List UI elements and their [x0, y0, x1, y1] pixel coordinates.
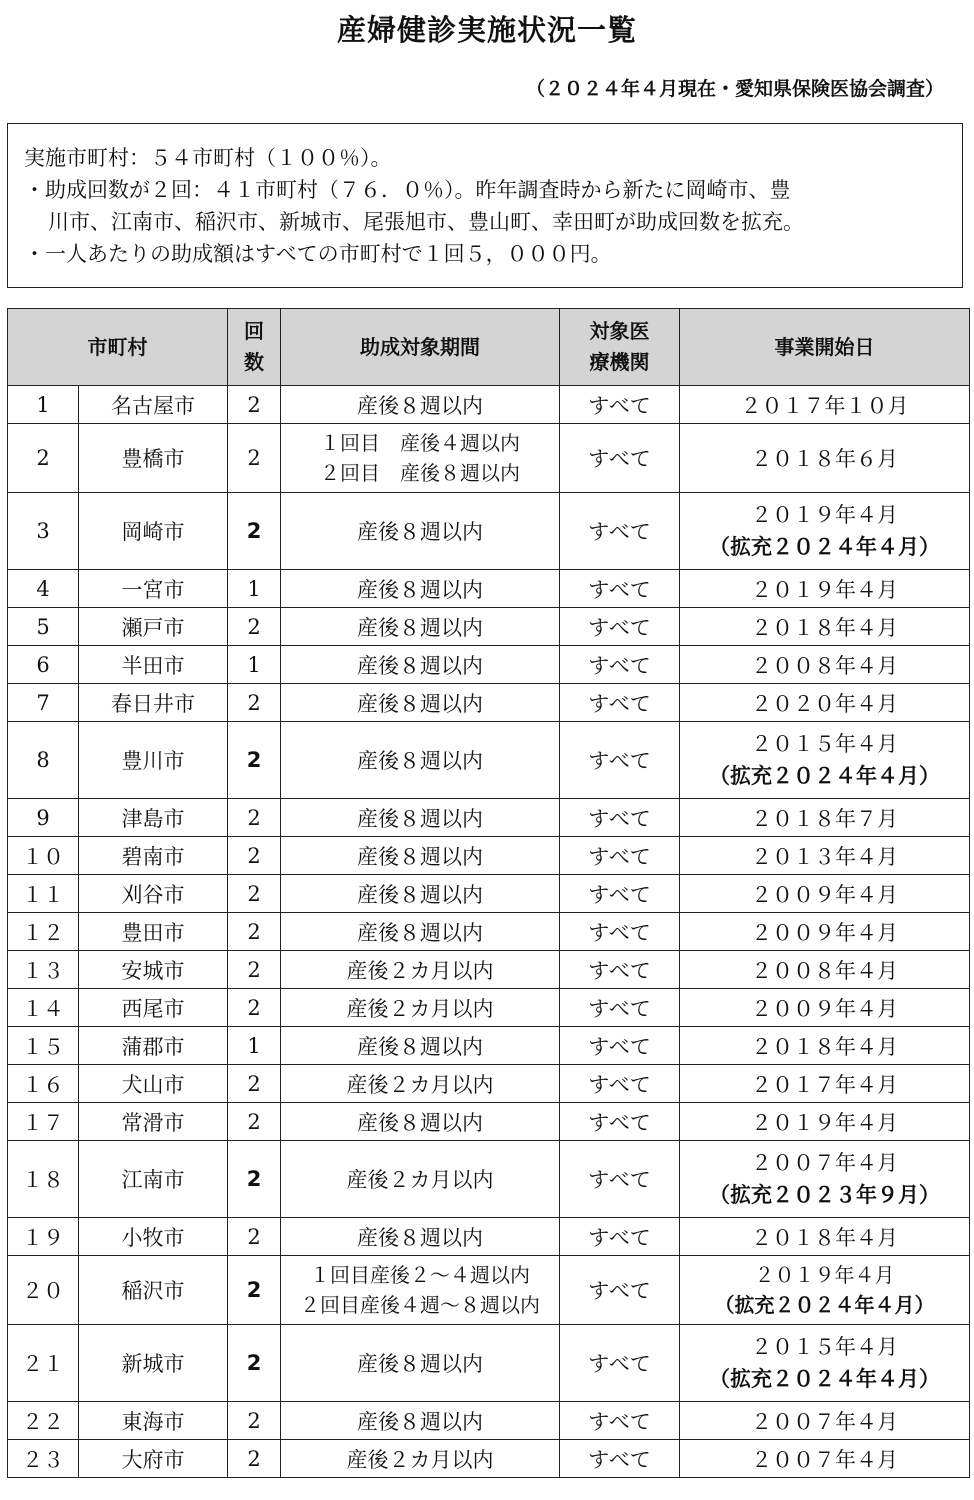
- target-institution: すべて: [560, 1141, 680, 1218]
- target-institution: すべて: [560, 951, 680, 989]
- target-institution: すべて: [560, 386, 680, 424]
- subsidy-count: 2: [228, 386, 281, 424]
- start-date: ２００９年４月: [680, 913, 970, 951]
- subsidy-period: 産後８週以内: [281, 608, 560, 646]
- subsidy-period: 産後８週以内: [281, 1103, 560, 1141]
- target-institution: すべて: [560, 1103, 680, 1141]
- subsidy-period: 産後２カ月以内: [281, 951, 560, 989]
- status-table: [7, 308, 970, 1478]
- subsidy-count: 2: [228, 1325, 281, 1402]
- start-date: ２０１９年４月: [680, 1103, 970, 1141]
- subsidy-period: 産後８週以内: [281, 493, 560, 570]
- summary-line: 川市、江南市、稲沢市、新城市、尾張旭市、豊山町、幸田町が助成回数を拡充。: [48, 210, 804, 234]
- page-subtitle: （２０２４年４月現在・愛知県保険医協会調査）: [525, 78, 944, 100]
- municipality-name: 安城市: [79, 951, 228, 989]
- expansion-date: （拡充２０２４年４月）: [709, 764, 940, 788]
- subsidy-count: 1: [228, 1027, 281, 1065]
- row-number: 1: [8, 386, 79, 424]
- start-date: ２００７年４月: [680, 1440, 970, 1478]
- subsidy-period: [281, 424, 560, 493]
- target-institution: すべて: [560, 646, 680, 684]
- table-row: [8, 1256, 970, 1325]
- target-institution: すべて: [560, 570, 680, 608]
- table-header-row: [8, 309, 970, 386]
- header-count: [228, 309, 281, 386]
- municipality-name: 名古屋市: [79, 386, 228, 424]
- municipality-name: 大府市: [79, 1440, 228, 1478]
- target-institution: すべて: [560, 1256, 680, 1325]
- start-date: ２０１３年４月: [680, 837, 970, 875]
- table-row: [8, 1218, 970, 1256]
- row-number: １８: [8, 1141, 79, 1218]
- header-start-date: 事業開始日: [680, 309, 970, 386]
- start-date: ２００８年４月: [680, 646, 970, 684]
- subsidy-period: 産後８週以内: [281, 1325, 560, 1402]
- municipality-name: 蒲郡市: [79, 1027, 228, 1065]
- subsidy-count: 2: [228, 1256, 281, 1325]
- subsidy-count: 2: [228, 1402, 281, 1440]
- expansion-date: （拡充２０２４年４月）: [709, 535, 940, 559]
- subsidy-period: 産後８週以内: [281, 1027, 560, 1065]
- row-number: 2: [8, 424, 79, 493]
- target-institution: すべて: [560, 684, 680, 722]
- subsidy-count: 2: [228, 1065, 281, 1103]
- target-institution: すべて: [560, 837, 680, 875]
- table-row: [8, 1141, 970, 1218]
- subsidy-period: 産後８週以内: [281, 837, 560, 875]
- expansion-date: （拡充２０２３年９月）: [709, 1183, 940, 1207]
- subsidy-count: 2: [228, 424, 281, 493]
- subsidy-count: 2: [228, 1141, 281, 1218]
- start-date-line: ２００７年４月: [751, 1151, 898, 1175]
- start-date: [680, 1256, 970, 1325]
- period-line: １回目産後２～４週以内: [310, 1263, 530, 1287]
- municipality-name: 一宮市: [79, 570, 228, 608]
- municipality-name: 豊橋市: [79, 424, 228, 493]
- start-date-line: ２０１５年４月: [751, 1335, 898, 1359]
- target-institution: すべて: [560, 1402, 680, 1440]
- table-row: [8, 875, 970, 913]
- subsidy-period: 産後２カ月以内: [281, 1141, 560, 1218]
- target-institution: すべて: [560, 989, 680, 1027]
- subsidy-period: 産後８週以内: [281, 875, 560, 913]
- target-institution: すべて: [560, 1218, 680, 1256]
- row-number: １４: [8, 989, 79, 1027]
- municipality-name: 半田市: [79, 646, 228, 684]
- subsidy-count: 2: [228, 837, 281, 875]
- subsidy-count: 2: [228, 875, 281, 913]
- municipality-name: 新城市: [79, 1325, 228, 1402]
- start-date: ２００８年４月: [680, 951, 970, 989]
- subsidy-count: 1: [228, 570, 281, 608]
- table-row: [8, 386, 970, 424]
- table-row: [8, 1325, 970, 1402]
- target-institution: すべて: [560, 799, 680, 837]
- subsidy-period: 産後８週以内: [281, 570, 560, 608]
- start-date: ２０１８年６月: [680, 424, 970, 493]
- municipality-name: 岡崎市: [79, 493, 228, 570]
- target-institution: すべて: [560, 722, 680, 799]
- row-number: １２: [8, 913, 79, 951]
- target-institution: すべて: [560, 1440, 680, 1478]
- target-institution: すべて: [560, 913, 680, 951]
- header-institution-line: 対象医: [589, 319, 650, 343]
- row-number: １９: [8, 1218, 79, 1256]
- municipality-name: 犬山市: [79, 1065, 228, 1103]
- start-date: [680, 493, 970, 570]
- municipality-name: 豊川市: [79, 722, 228, 799]
- start-date: ２０１７年４月: [680, 1065, 970, 1103]
- start-date: [680, 1141, 970, 1218]
- municipality-name: 江南市: [79, 1141, 228, 1218]
- summary-line: ・一人あたりの助成額はすべての市町村で１回５，０００円。: [24, 242, 612, 266]
- row-number: １５: [8, 1027, 79, 1065]
- start-date: [680, 722, 970, 799]
- start-date: ２０１８年７月: [680, 799, 970, 837]
- start-date-line: ２０１９年４月: [754, 1263, 895, 1287]
- table-row: [8, 493, 970, 570]
- subsidy-count: 2: [228, 1103, 281, 1141]
- target-institution: すべて: [560, 1325, 680, 1402]
- start-date: ２０１８年４月: [680, 1218, 970, 1256]
- subsidy-period: 産後８週以内: [281, 913, 560, 951]
- subsidy-count: 2: [228, 951, 281, 989]
- row-number: １７: [8, 1103, 79, 1141]
- period-line: １回目 産後４週以内: [320, 431, 520, 455]
- target-institution: すべて: [560, 493, 680, 570]
- subsidy-count: 2: [228, 799, 281, 837]
- municipality-name: 春日井市: [79, 684, 228, 722]
- municipality-name: 津島市: [79, 799, 228, 837]
- target-institution: すべて: [560, 424, 680, 493]
- start-date: ２０１８年４月: [680, 1027, 970, 1065]
- municipality-name: 稲沢市: [79, 1256, 228, 1325]
- table-row: [8, 799, 970, 837]
- target-institution: すべて: [560, 608, 680, 646]
- table-row: [8, 646, 970, 684]
- target-institution: すべて: [560, 1065, 680, 1103]
- subsidy-count: 2: [228, 913, 281, 951]
- subsidy-period: 産後８週以内: [281, 1218, 560, 1256]
- table-row: [8, 608, 970, 646]
- target-institution: すべて: [560, 875, 680, 913]
- subsidy-period: 産後８週以内: [281, 386, 560, 424]
- target-institution: すべて: [560, 1027, 680, 1065]
- municipality-name: 刈谷市: [79, 875, 228, 913]
- row-number: ２３: [8, 1440, 79, 1478]
- row-number: 5: [8, 608, 79, 646]
- row-number: 6: [8, 646, 79, 684]
- row-number: １０: [8, 837, 79, 875]
- start-date: ２００７年４月: [680, 1402, 970, 1440]
- table-row: [8, 722, 970, 799]
- subsidy-period: 産後２カ月以内: [281, 989, 560, 1027]
- row-number: 3: [8, 493, 79, 570]
- subsidy-count: 2: [228, 722, 281, 799]
- subsidy-period: 産後２カ月以内: [281, 1440, 560, 1478]
- period-line: ２回目産後４週～８週以内: [300, 1293, 540, 1317]
- subsidy-count: 2: [228, 989, 281, 1027]
- row-number: ２０: [8, 1256, 79, 1325]
- start-date-line: ２０１９年４月: [751, 503, 898, 527]
- period-line: ２回目 産後８週以内: [320, 461, 520, 485]
- subsidy-period: 産後８週以内: [281, 646, 560, 684]
- municipality-name: 瀬戸市: [79, 608, 228, 646]
- table-row: [8, 1402, 970, 1440]
- start-date-line: ２０１５年４月: [751, 732, 898, 756]
- municipality-name: 小牧市: [79, 1218, 228, 1256]
- row-number: １１: [8, 875, 79, 913]
- table-row: [8, 684, 970, 722]
- row-number: １６: [8, 1065, 79, 1103]
- table-row: [8, 837, 970, 875]
- table-row: [8, 989, 970, 1027]
- start-date: ２０２０年４月: [680, 684, 970, 722]
- municipality-name: 豊田市: [79, 913, 228, 951]
- header-institution: [560, 309, 680, 386]
- subsidy-period: 産後２カ月以内: [281, 1065, 560, 1103]
- start-date: ２０１８年４月: [680, 608, 970, 646]
- header-count-line: 回: [244, 319, 264, 343]
- row-number: ２２: [8, 1402, 79, 1440]
- summary-line: 実施市町村：５４市町村（１００％）。: [24, 146, 392, 170]
- table-row: [8, 1103, 970, 1141]
- table-row: [8, 1027, 970, 1065]
- row-number: １３: [8, 951, 79, 989]
- start-date: [680, 1325, 970, 1402]
- subsidy-count: 2: [228, 608, 281, 646]
- subsidy-count: 2: [228, 684, 281, 722]
- header-municipality: 市町村: [8, 309, 228, 386]
- subsidy-period: 産後８週以内: [281, 1402, 560, 1440]
- table-row: [8, 951, 970, 989]
- table-row: [8, 424, 970, 493]
- start-date: ２０１７年１０月: [680, 386, 970, 424]
- subsidy-count: 2: [228, 1440, 281, 1478]
- table-row: [8, 1065, 970, 1103]
- subsidy-period: 産後８週以内: [281, 684, 560, 722]
- header-period: 助成対象期間: [281, 309, 560, 386]
- municipality-name: 常滑市: [79, 1103, 228, 1141]
- row-number: 8: [8, 722, 79, 799]
- row-number: 4: [8, 570, 79, 608]
- start-date: ２０１９年４月: [680, 570, 970, 608]
- subsidy-count: 2: [228, 493, 281, 570]
- row-number: 7: [8, 684, 79, 722]
- row-number: ２１: [8, 1325, 79, 1402]
- summary-line: ・助成回数が２回：４１市町村（７６．０％）。昨年調査時から新たに岡崎市、豊: [24, 178, 791, 202]
- header-institution-line: 療機関: [589, 350, 650, 374]
- summary-box: [7, 123, 963, 288]
- subsidy-count: 1: [228, 646, 281, 684]
- table-row: [8, 913, 970, 951]
- subsidy-period: 産後８週以内: [281, 722, 560, 799]
- start-date: ２００９年４月: [680, 875, 970, 913]
- municipality-name: 碧南市: [79, 837, 228, 875]
- expansion-date: （拡充２０２４年４月）: [709, 1367, 940, 1391]
- row-number: 9: [8, 799, 79, 837]
- municipality-name: 東海市: [79, 1402, 228, 1440]
- header-count-line: 数: [244, 350, 264, 374]
- page-title: 産婦健診実施状況一覧: [336, 13, 637, 47]
- subsidy-count: 2: [228, 1218, 281, 1256]
- start-date: ２００９年４月: [680, 989, 970, 1027]
- table-row: [8, 1440, 970, 1478]
- subsidy-period: [281, 1256, 560, 1325]
- subsidy-period: 産後８週以内: [281, 799, 560, 837]
- municipality-name: 西尾市: [79, 989, 228, 1027]
- expansion-date: （拡充２０２４年４月）: [714, 1293, 935, 1317]
- table-row: [8, 570, 970, 608]
